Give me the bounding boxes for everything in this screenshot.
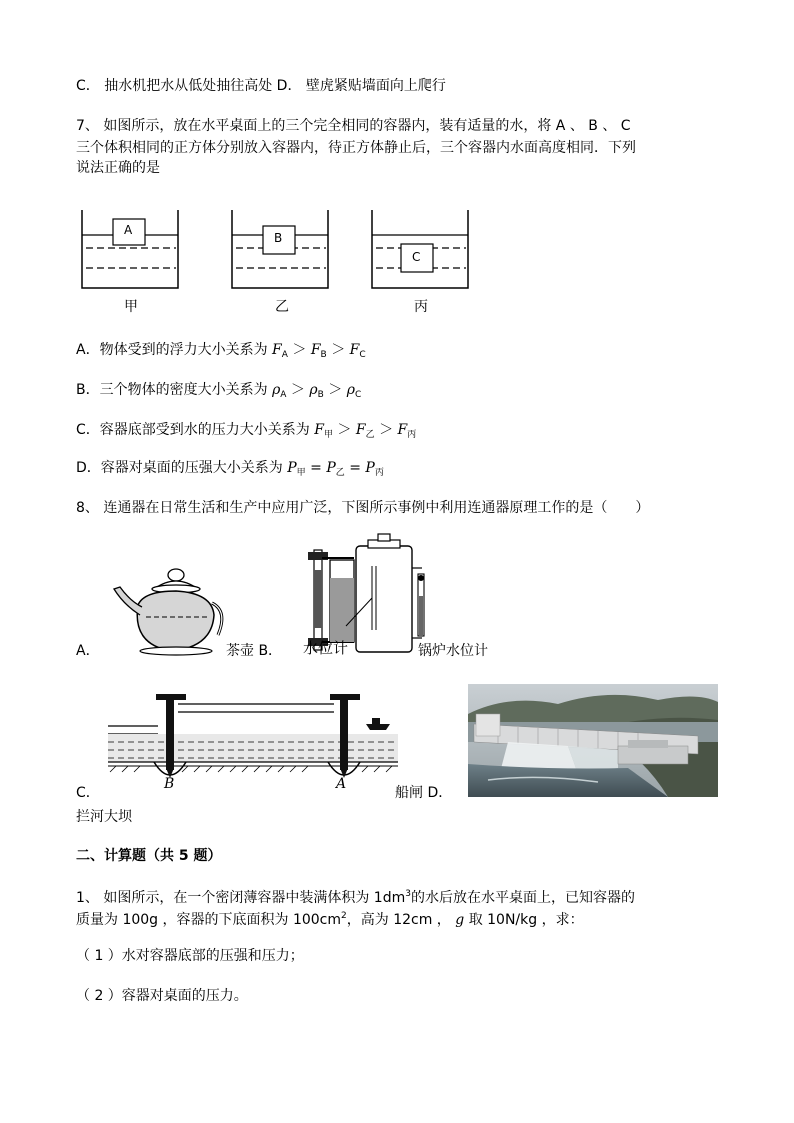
q7-option-b (76, 380, 361, 405)
q7-option-b-symbol-3: ρ (346, 382, 355, 398)
q7-option-a-symbol-3: F (349, 342, 360, 358)
dam-photo (468, 684, 718, 797)
lock-label-a: A (336, 776, 347, 792)
q7-stem-line2: 三个体积相同的正方体分别放入容器内，待正方体静止后，三个容器内水面高度相同．下列 (76, 140, 636, 156)
lock-label-b: B (164, 776, 175, 792)
q6-option-cd: C． 抽水机把水从低处抽往高处 D． 壁虎紧贴墙面向上爬行 (76, 78, 446, 94)
calc-q1-line2-sup: 2 (341, 911, 347, 921)
q8-stem: 8、 连通器在日常生活和生产中应用广泛，下图所示事例中利用连通器原理工作的是（ ） (76, 500, 650, 516)
container-label-jia: 甲 (124, 299, 138, 315)
q7-option-b-text: B．三个物体的密度大小关系为 (76, 382, 268, 398)
container-jia (82, 210, 178, 288)
q7-containers-figure (0, 0, 794, 330)
q7-option-a-op-1: ＞ (292, 342, 307, 358)
q7-option-b-sub-3: C (354, 390, 362, 400)
q7-option-b-op-2: ＞ (328, 382, 343, 398)
q7-option-a-op-2: ＞ (331, 342, 346, 358)
dam-photo-drawing (468, 684, 718, 797)
q7-option-a-symbol-1: F (272, 342, 282, 358)
calc-q1-line1 (76, 884, 635, 908)
q7-option-c-sub-3: 丙 (407, 430, 417, 440)
cube-b-label: B (274, 231, 283, 245)
calc-q1-line2-g: g (455, 912, 465, 928)
cube-c-label: C (412, 250, 421, 264)
q7-stem-line3: 说法正确的是 (76, 160, 160, 176)
q7-option-c-symbol-1: F (314, 422, 324, 438)
q7-option-b-op-1: ＞ (290, 382, 305, 398)
shiplock-illustration (108, 690, 398, 790)
q7-option-b-symbol-2: ρ (309, 382, 318, 398)
calc-q1-line1-pre: 1、 如图所示，在一个密闭薄容器中装满体积为 1dm (76, 890, 406, 906)
q7-option-d-op-2: = (349, 460, 361, 476)
q7-option-b-sub-2: B (317, 390, 324, 400)
q7-option-b-symbol-1: ρ (272, 382, 281, 398)
calc-q1-line1-post: 的水后放在水平桌面上，已知容器的 (410, 890, 635, 906)
q7-option-c-text: C．容器底部受到水的压力大小关系为 (76, 422, 310, 438)
calc-q1-line2 (76, 906, 584, 930)
q7-option-a-text: A．物体受到的浮力大小关系为 (76, 342, 268, 358)
water-gauge-label: 水位计 (303, 639, 349, 657)
calc-q1-line2-post: 取 10N/kg ，求： (468, 912, 584, 928)
q8-option-a-letter: A． (76, 643, 100, 659)
container-bing (372, 210, 468, 288)
teapot-illustration (110, 565, 230, 660)
q7-stem-line1: 7、 如图所示，放在水平桌面上的三个完全相同的容器内，装有适量的水，将 A 、 B 、 C (76, 118, 631, 134)
q7-option-d-symbol-2: P (326, 460, 336, 476)
calc-q1-line2-pre: 质量为 100g ，容器的下底面积为 100cm (76, 912, 342, 928)
q7-option-d-text: D．容器对桌面的压强大小关系为 (76, 460, 283, 476)
container-label-bing: 丙 (414, 299, 428, 315)
cube-a-label: A (124, 223, 133, 237)
q7-option-c-symbol-3: F (397, 422, 408, 438)
boiler-label: 锅炉水位计 (418, 643, 488, 659)
q7-option-d-op-1: = (310, 460, 322, 476)
q7-option-d-sub-1: 甲 (296, 468, 306, 478)
q7-option-a (76, 340, 366, 365)
q7-option-d-sub-3: 丙 (374, 468, 384, 478)
q7-option-d (76, 458, 384, 483)
q7-option-a-sub-3: C (359, 350, 366, 360)
container-yi (232, 210, 328, 288)
q7-option-b-sub-1: A (280, 390, 287, 400)
calc-q1-line1-sup: 3 (405, 889, 411, 899)
q7-option-c (76, 420, 416, 445)
q7-option-c-symbol-2: F (355, 422, 366, 438)
q7-option-c-op-1: ＞ (337, 422, 352, 438)
calc-q1-sub1: （ 1 ）水对容器底部的压强和压力； (76, 948, 304, 964)
container-label-yi: 乙 (275, 299, 289, 315)
q7-option-a-symbol-2: F (310, 342, 321, 358)
q7-option-c-sub-2: 乙 (365, 430, 375, 440)
shiplock-label: 船闸 D． (395, 785, 453, 801)
q8-option-c-letter: C． (76, 785, 100, 801)
section2-title: 二、计算题（共 5 题） (76, 848, 222, 864)
q7-option-d-symbol-3: P (365, 460, 375, 476)
calc-q1-line2-mid: ，高为 12cm ， (346, 912, 451, 928)
q7-option-d-symbol-1: P (287, 460, 297, 476)
q7-option-d-sub-2: 乙 (335, 468, 345, 478)
dam-label: 拦河大坝 (76, 809, 132, 825)
teapot-label: 茶壶 B． (226, 643, 283, 659)
q7-option-c-op-2: ＞ (379, 422, 394, 438)
q7-option-a-sub-1: A (281, 350, 288, 360)
calc-q1-sub2: （ 2 ）容器对桌面的压力。 (76, 988, 248, 1004)
q7-option-c-sub-1: 甲 (323, 430, 333, 440)
q7-option-a-sub-2: B (320, 350, 327, 360)
